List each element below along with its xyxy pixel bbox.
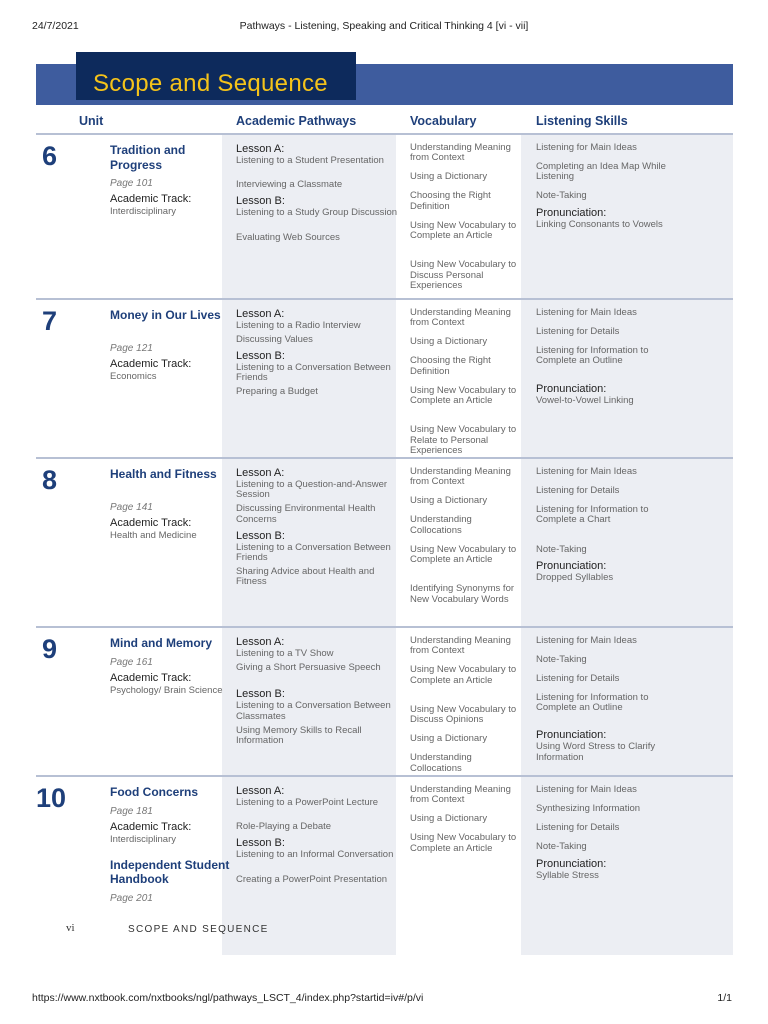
page-roman-number: vi <box>66 922 75 934</box>
row-divider <box>36 298 733 300</box>
column-header-unit: Unit <box>79 114 104 128</box>
lesson-b-item: Listening to a Conversation Between Friends <box>236 361 391 384</box>
academic-track-label: Academic Track: <box>110 671 192 684</box>
lesson-a-label: Lesson A: <box>236 143 285 155</box>
lesson-a-item: Listening to a Question-and-Answer Session <box>236 479 388 501</box>
unit-title: Money in Our Lives <box>110 308 221 322</box>
lesson-b-label: Lesson B: <box>236 688 285 701</box>
lesson-a-label: Lesson A: <box>236 467 285 479</box>
listening-item: Listening for Main Ideas <box>536 784 637 795</box>
academic-track-value: Psychology/ Brain Science <box>110 684 223 696</box>
unit-number: 9 <box>42 634 58 664</box>
print-doc-title: Pathways - Listening, Speaking and Critical Thinking 4 [vi - vii] <box>239 20 529 32</box>
lesson-b-item: Using Memory Skills to Recall Information <box>236 724 362 746</box>
vocabulary-item: Using New Vocabulary to Complete an Article <box>410 543 517 565</box>
vocabulary-item: Using a Dictionary <box>410 733 488 745</box>
listening-item: Listening for Details <box>536 672 620 684</box>
column-header-vocabulary: Vocabulary <box>410 114 477 128</box>
academic-track-value: Interdisciplinary <box>110 833 176 845</box>
vocabulary-item: Using New Vocabulary to Complete an Article <box>410 384 517 406</box>
page-title: Scope and Sequence <box>93 70 328 97</box>
vocabulary-item: Using New Vocabulary to Complete an Article <box>410 664 517 686</box>
listening-item: Listening for Main Ideas <box>536 307 637 318</box>
pronunciation-label: Pronunciation: <box>536 729 607 742</box>
listening-item: Listening for Details <box>536 821 620 833</box>
vocabulary-item: Understanding Collocations <box>410 514 472 536</box>
print-date: 24/7/2021 <box>32 20 79 32</box>
academic-track-value: Economics <box>110 371 157 382</box>
listening-item: Listening for Details <box>536 484 620 496</box>
vocabulary-item: Understanding Meaning from Context <box>410 466 511 488</box>
pronunciation-value: Vowel-to-Vowel Linking <box>536 394 634 406</box>
vocabulary-item: Understanding Meaning from Context <box>410 307 511 329</box>
listening-item: Listening for Main Ideas <box>536 466 637 477</box>
lesson-a-item: Role-Playing a Debate <box>236 821 332 833</box>
unit-page: Page 161 <box>110 656 153 668</box>
vocabulary-item: Understanding Meaning from Context <box>410 635 511 657</box>
lesson-a-item: Giving a Short Persuasive Speech <box>236 661 381 673</box>
vocabulary-item: Choosing the Right Definition <box>410 190 491 212</box>
vocabulary-item: Using New Vocabulary to Complete an Article <box>410 219 517 241</box>
lesson-b-item: Evaluating Web Sources <box>236 231 340 243</box>
pronunciation-value: Using Word Stress to Clarify Information <box>536 741 656 763</box>
lesson-a-item: Discussing Environmental Health Concerns <box>236 503 376 525</box>
pronunciation-label: Pronunciation: <box>536 857 607 870</box>
lesson-b-label: Lesson B: <box>236 529 285 542</box>
vocabulary-item: Identifying Synonyms for New Vocabulary Words <box>410 583 515 605</box>
vocabulary-item: Understanding Collocations <box>410 752 472 774</box>
lesson-a-label: Lesson A: <box>236 785 285 797</box>
lesson-b-label: Lesson B: <box>236 195 285 208</box>
unit-title: Mind and Memory <box>110 636 213 650</box>
lesson-b-item: Preparing a Budget <box>236 386 318 398</box>
listening-item: Completing an Idea Map While Listening <box>536 160 666 183</box>
lesson-b-item: Listening to a Conversation Between Friends <box>236 541 391 563</box>
listening-item: Listening for Information to Complete an Outline <box>536 691 649 714</box>
listening-item: Listening for Information to Complete an Outline <box>536 344 649 367</box>
lesson-a-item: Listening to a TV Show <box>236 648 334 659</box>
vocabulary-item: Using New Vocabulary to Relate to Personal Experiences <box>410 424 517 456</box>
vocabulary-item: Using New Vocabulary to Discuss Opinions <box>410 704 517 726</box>
lesson-b-label: Lesson B: <box>236 837 285 850</box>
academic-track-value: Interdisciplinary <box>110 206 176 217</box>
print-page-count: 1/1 <box>717 992 732 1004</box>
unit-number: 7 <box>42 306 58 336</box>
section-footer: SCOPE AND SEQUENCE <box>128 924 269 935</box>
header-divider <box>36 133 733 135</box>
print-url: https://www.nxtbook.com/nxtbooks/ngl/pathways_LSCT_4/index.php?startid=iv#/p/vi <box>32 992 424 1004</box>
vocabulary-item: Using a Dictionary <box>410 495 488 507</box>
unit-page: Page 101 <box>110 178 153 189</box>
pronunciation-label: Pronunciation: <box>536 560 607 573</box>
column-header-academic: Academic Pathways <box>236 114 357 128</box>
listening-item: Listening for Main Ideas <box>536 635 637 646</box>
lesson-a-label: Lesson A: <box>236 308 285 320</box>
vocabulary-item: Using New Vocabulary to Discuss Personal Experiences <box>410 259 517 291</box>
lesson-b-item: Listening to a Conversation Between Classmates <box>236 700 391 722</box>
lesson-b-label: Lesson B: <box>236 349 285 362</box>
handbook-title: Independent Student Handbook <box>110 857 230 886</box>
listening-item: Note-Taking <box>536 840 587 852</box>
lesson-a-item: Discussing Values <box>236 333 313 345</box>
lesson-a-item: Listening to a PowerPoint Lecture <box>236 797 379 808</box>
lesson-a-item: Interviewing a Classmate <box>236 179 343 191</box>
listening-item: Note-Taking <box>536 543 587 555</box>
pronunciation-label: Pronunciation: <box>536 382 607 395</box>
listening-item: Note-Taking <box>536 653 587 665</box>
pronunciation-value: Syllable Stress <box>536 869 599 881</box>
column-header-listening: Listening Skills <box>536 114 628 128</box>
listening-item: Listening for Information to Complete a Chart <box>536 503 649 526</box>
pronunciation-value: Dropped Syllables <box>536 572 614 584</box>
unit-number: 8 <box>42 465 58 495</box>
vocabulary-item: Using a Dictionary <box>410 171 488 183</box>
listening-item: Note-Taking <box>536 190 587 202</box>
lesson-a-item: Listening to a Student Presentation <box>236 155 384 166</box>
vocabulary-item: Using New Vocabulary to Complete an Article <box>410 832 517 854</box>
lesson-b-item: Listening to a Study Group Discussion <box>236 207 398 219</box>
unit-page: Page 121 <box>110 343 153 354</box>
pronunciation-value: Linking Consonants to Vowels <box>536 219 663 231</box>
listening-item: Listening for Main Ideas <box>536 142 637 153</box>
print-header <box>0 0 768 40</box>
listening-item: Synthesizing Information <box>536 802 641 814</box>
unit-page: Page 141 <box>110 502 153 513</box>
lesson-b-item: Creating a PowerPoint Presentation <box>236 873 388 885</box>
handbook-page: Page 201 <box>110 892 153 904</box>
vocabulary-item: Understanding Meaning from Context <box>410 784 511 806</box>
lesson-a-item: Listening to a Radio Interview <box>236 320 361 331</box>
lesson-b-item: Sharing Advice about Health and Fitness <box>236 565 375 588</box>
unit-number: 6 <box>42 141 58 171</box>
unit-number: 10 <box>36 783 67 813</box>
row-divider <box>36 457 733 459</box>
pronunciation-label: Pronunciation: <box>536 207 607 220</box>
vocabulary-item: Using a Dictionary <box>410 813 488 825</box>
academic-track-label: Academic Track: <box>110 358 192 370</box>
academic-track-value: Health and Medicine <box>110 530 197 541</box>
vocabulary-item: Choosing the Right Definition <box>410 355 491 377</box>
academic-track-label: Academic Track: <box>110 193 192 205</box>
listening-item: Listening for Details <box>536 325 620 337</box>
lesson-a-label: Lesson A: <box>236 636 285 648</box>
unit-title: Health and Fitness <box>110 467 217 481</box>
vocabulary-item: Understanding Meaning from Context <box>410 142 511 164</box>
lesson-b-item: Listening to an Informal Conversation <box>236 849 394 861</box>
unit-page: Page 181 <box>110 805 153 817</box>
unit-title: Tradition and Progress <box>110 143 186 172</box>
unit-title: Food Concerns <box>110 785 199 799</box>
row-divider <box>36 626 733 628</box>
academic-track-label: Academic Track: <box>110 517 192 529</box>
row-divider <box>36 775 733 777</box>
academic-track-label: Academic Track: <box>110 820 192 833</box>
vocabulary-item: Using a Dictionary <box>410 336 488 348</box>
